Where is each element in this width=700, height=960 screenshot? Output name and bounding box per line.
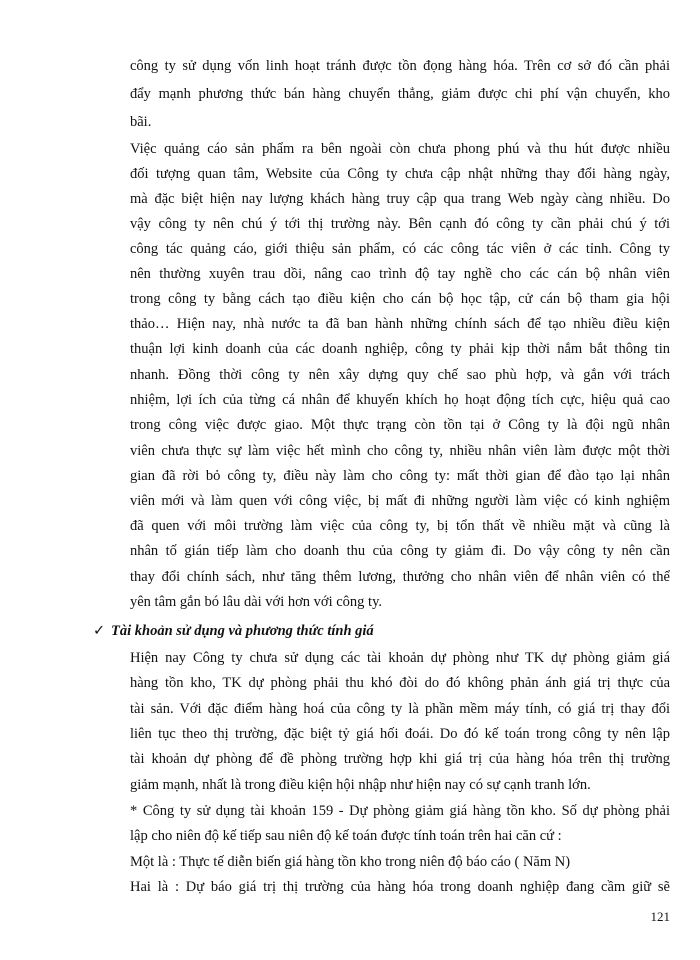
checkmark-icon: ✓: [93, 623, 106, 639]
text-line: đẩy mạnh phương thức bán hàng chuyển thẳng, giảm được chi phí vận chuyển, kho: [130, 86, 670, 102]
text-line: yên tâm gắn bó lâu dài với hơn với công ty.: [130, 594, 383, 610]
text-line: thuận lợi kinh doanh của các doanh nghiệp, công ty phải kịp thời nắm bắt thông tin: [130, 341, 670, 357]
page-number: 121: [650, 909, 670, 924]
text-line: liên tục theo thị trường, đặc biệt tỷ giá hối đoái. Do đó kế toán trong công ty nên lập: [130, 726, 670, 742]
text-line: giảm mạnh, nhất là trong điều kiện hội nhập như hiện nay có sự cạnh tranh lớn.: [130, 777, 591, 793]
text-line: nên thường xuyên trau dồi, nâng cao trình độ tay nghề cho các cán bộ nhân viên: [130, 266, 670, 282]
text-line: đối tượng quan tâm, Website của Công ty chưa cập nhật những thay đổi hàng ngày,: [130, 166, 670, 182]
text-line: công ty sử dụng vốn linh hoạt tránh được tồn đọng hàng hóa. Trên cơ sở đó cần phải: [130, 58, 670, 74]
text-line: bãi.: [130, 114, 152, 130]
text-line: vậy công ty nên chú ý tới thị trường này. Bên cạnh đó công ty cần phải chú ý tới: [130, 216, 670, 232]
text-line: đã quen với môi trường làm việc của công ty, bị tổn thất về nhiều mặt và cũng là: [130, 518, 670, 534]
text-line: Việc quảng cáo sản phẩm ra bên ngoài còn chưa phong phú và thu hút được nhiều: [130, 141, 670, 157]
text-line: Một là : Thực tế diễn biến giá hàng tồn kho trong niên độ báo cáo ( Năm N): [130, 854, 571, 870]
text-line: viên mới và làm quen với công việc, bị mất đi những người làm việc có kinh nghiệm: [130, 493, 670, 509]
text-line: viên chưa thực sự làm việc hết mình cho công ty, nhiều nhân viên làm được một thời: [130, 443, 670, 459]
text-line: lập cho niên độ kế tiếp sau niên độ kế toán được tính toán trên hai căn cứ :: [130, 828, 562, 844]
text-line: thảo… Hiện nay, nhà nước ta đã ban hành những chính sách để tạo nhiều điều kiện: [130, 316, 670, 332]
text-line: hàng tồn kho, TK dự phòng phải thu khó đòi do đó không phản ánh giá trị thực của: [130, 675, 670, 691]
section-heading: [93, 621, 374, 641]
text-line: * Công ty sử dụng tài khoản 159 - Dự phòng giảm giá hàng tồn kho. Số dự phòng phải: [130, 803, 670, 819]
text-line: nhân tố gián tiếp làm cho doanh thu của công ty giảm đi. Do vậy công ty nên cần: [130, 543, 670, 559]
text-line: nhiệm, lợi ích của từng cá nhân để khuyến khích họ hoạt động tích cực, hiệu quả cao: [130, 392, 670, 408]
text-line: tài khoản dự phòng để đề phòng trường hợp khi giá trị của hàng hóa trên thị trường: [130, 751, 670, 767]
text-line: Hai là : Dự báo giá trị thị trường của hàng hóa trong doanh nghiệp đang cầm giữ sẽ: [130, 879, 670, 895]
text-line: trong công ty bằng cách tạo điều kiện cho cán bộ học tập, cử cán bộ tham gia hội: [130, 291, 670, 307]
text-line: Hiện nay Công ty chưa sử dụng các tài khoản dự phòng như TK dự phòng giảm giá: [130, 650, 670, 666]
section-heading-text: Tài khoản sử dụng và phương thức tính giá: [111, 623, 374, 639]
text-line: gian đã rời bỏ công ty, điều này làm cho công ty: mất thời gian để đào tạo lại nhân: [130, 468, 670, 484]
text-line: nhanh. Đồng thời công ty nên xây dựng quy chế sao phù hợp, và gắn với trách: [130, 367, 670, 383]
text-line: thay đổi chính sách, như tăng thêm lương, thưởng cho nhân viên để nhân viên có thể: [130, 569, 670, 585]
text-line: tài sản. Với đặc điểm hàng hoá của công ty là phần mềm máy tính, có giá trị thay đổi: [130, 701, 670, 717]
text-line: trong công việc được giao. Một thực trạng còn tồn tại ở Công ty là đội ngũ nhân: [130, 417, 670, 433]
text-line: mà đặc biệt hiện nay lượng khách hàng truy cập qua trang Web ngày càng nhiều. Do: [130, 191, 670, 207]
text-line: công tác quảng cáo, giới thiệu sản phẩm, có các công tác viên ở các tỉnh. Công ty: [130, 241, 670, 257]
